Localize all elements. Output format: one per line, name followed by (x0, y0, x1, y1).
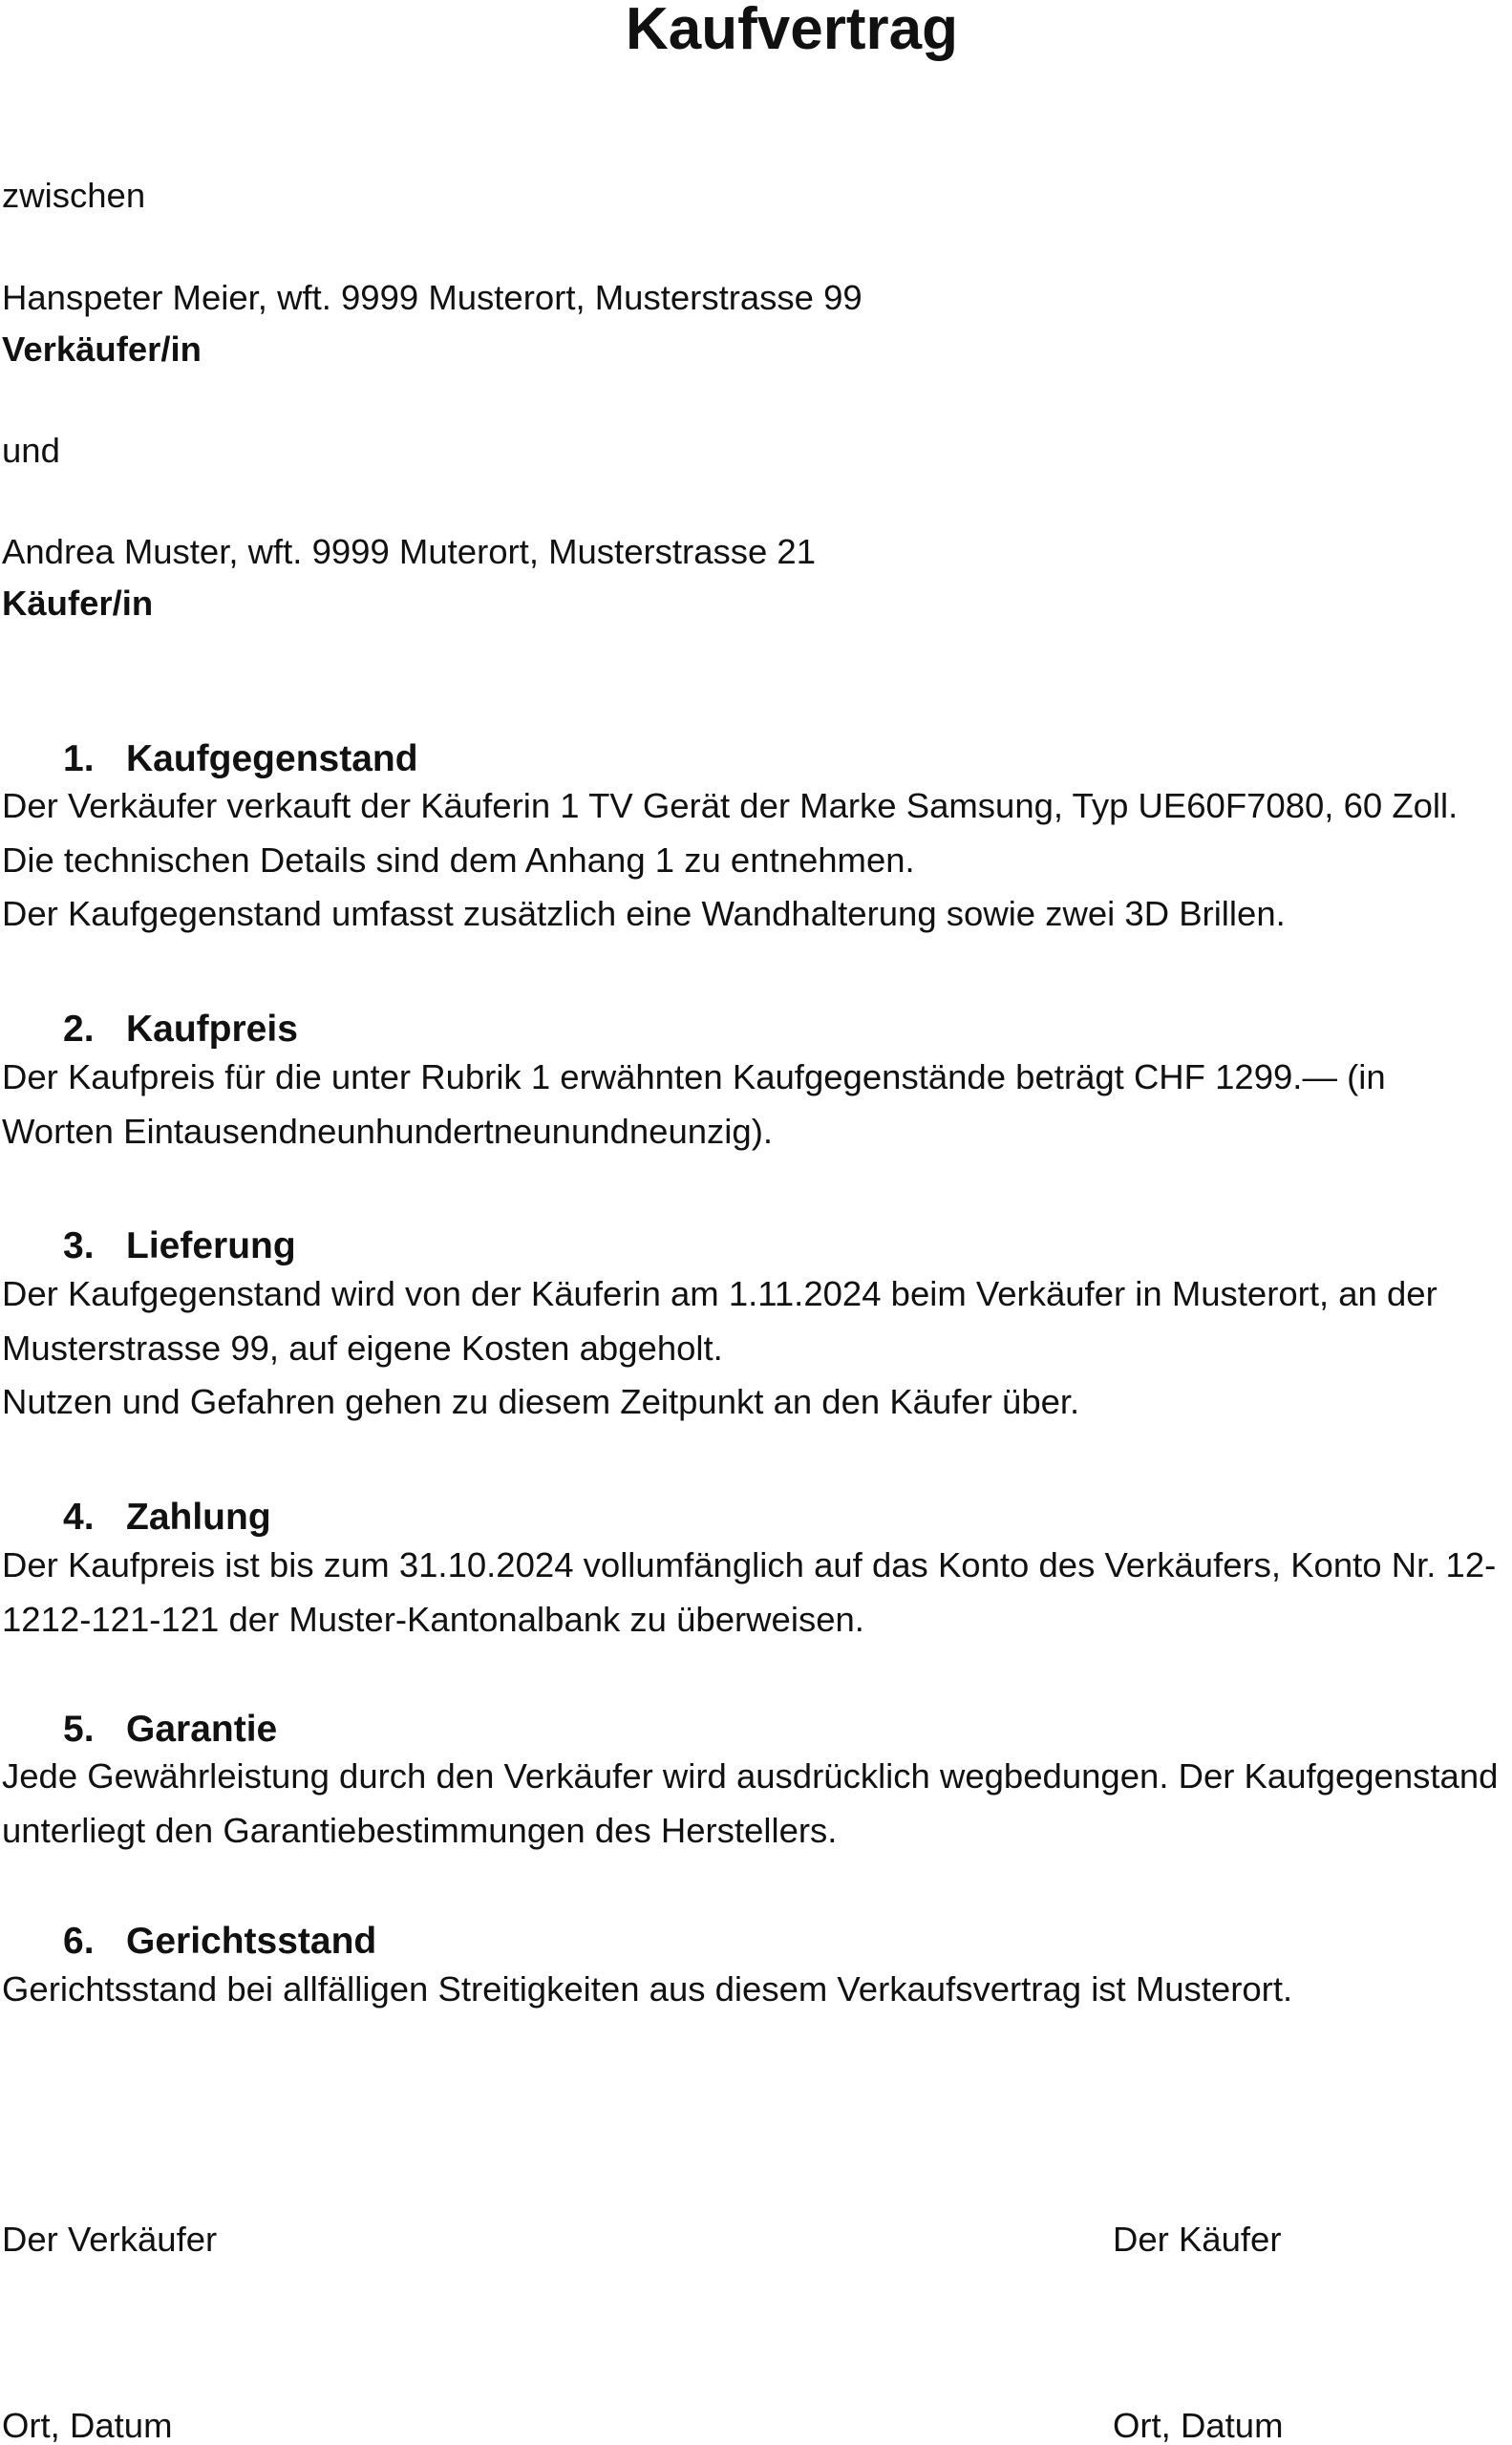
section-number: 2. (63, 1009, 95, 1050)
section-4-paragraph-1: Der Kaufpreis ist bis zum 31.10.2024 vollumfänglich auf das Konto des Verkäufers, Konto Nr. 12-1212-121-121 der Muster-Kantonalbank zu überweisen. (2, 1545, 1497, 1639)
section-6-paragraph-1: Gerichtsstand bei allfälligen Streitigkeiten aus diesem Verkaufsvertrag ist Musterort. (2, 1969, 1293, 2009)
section-number: 5. (63, 1709, 95, 1750)
section-3-paragraph-2: Nutzen und Gefahren gehen zu diesem Zeitpunkt an den Käufer über. (2, 1382, 1080, 1421)
section-3-heading (63, 1227, 296, 1265)
seller-place-date: Ort, Datum (2, 2406, 173, 2445)
section-1-heading (63, 740, 418, 777)
section-number: 3. (63, 1225, 95, 1266)
buyer-role: Käufer/in (2, 584, 154, 623)
buyer-place-date: Ort, Datum (1113, 2406, 1284, 2445)
section-2-paragraph-1: Der Kaufpreis für die unter Rubrik 1 erwähnten Kaufgegenstände beträgt CHF 1299.— (in Worten Eintausendneunhundertneunundneunzig). (2, 1057, 1386, 1151)
section-title: Gerichtsstand (126, 1921, 377, 1962)
buyer-address: Andrea Muster, wft. 9999 Muterort, Musterstrasse 21 (2, 532, 817, 571)
page-title: Kaufvertrag (626, 0, 958, 62)
section-title: Kaufgegenstand (126, 738, 418, 779)
section-6-heading (63, 1923, 376, 1960)
seller-signature-label: Der Verkäufer (2, 2220, 218, 2259)
section-title: Lieferung (126, 1225, 296, 1266)
section-title: Garantie (126, 1709, 278, 1750)
intro-and: und (2, 431, 60, 470)
section-number: 6. (63, 1921, 95, 1962)
section-5-paragraph-1: Jede Gewährleistung durch den Verkäufer wird ausdrücklich wegbedungen. Der Kaufgegenstand unterliegt den Garantiebestimmungen des Herstellers. (2, 1756, 1499, 1850)
section-2-heading (63, 1010, 298, 1048)
seller-role: Verkäufer/in (2, 330, 202, 369)
section-title: Zahlung (126, 1497, 271, 1538)
section-number: 1. (63, 738, 95, 779)
section-4-heading (63, 1499, 271, 1536)
intro-between: zwischen (2, 176, 146, 215)
section-1-paragraph-1: Der Verkäufer verkauft der Käuferin 1 TV Gerät der Marke Samsung, Typ UE60F7080, 60 Zoll. Die technischen Details sind dem Anhang 1 zu entnehmen. (2, 786, 1459, 880)
seller-address: Hanspeter Meier, wft. 9999 Musterort, Musterstrasse 99 (2, 278, 862, 317)
section-3-paragraph-1: Der Kaufgegenstand wird von der Käuferin am 1.11.2024 beim Verkäufer in Musterort, an der Musterstrasse 99, auf eigene Kosten abgeholt. (2, 1274, 1437, 1368)
section-1-paragraph-2: Der Kaufgegenstand umfasst zusätzlich eine Wandhalterung sowie zwei 3D Brillen. (2, 894, 1286, 933)
section-number: 4. (63, 1497, 95, 1538)
section-title: Kaufpreis (126, 1009, 298, 1050)
section-5-heading (63, 1711, 277, 1748)
buyer-signature-label: Der Käufer (1113, 2220, 1282, 2259)
